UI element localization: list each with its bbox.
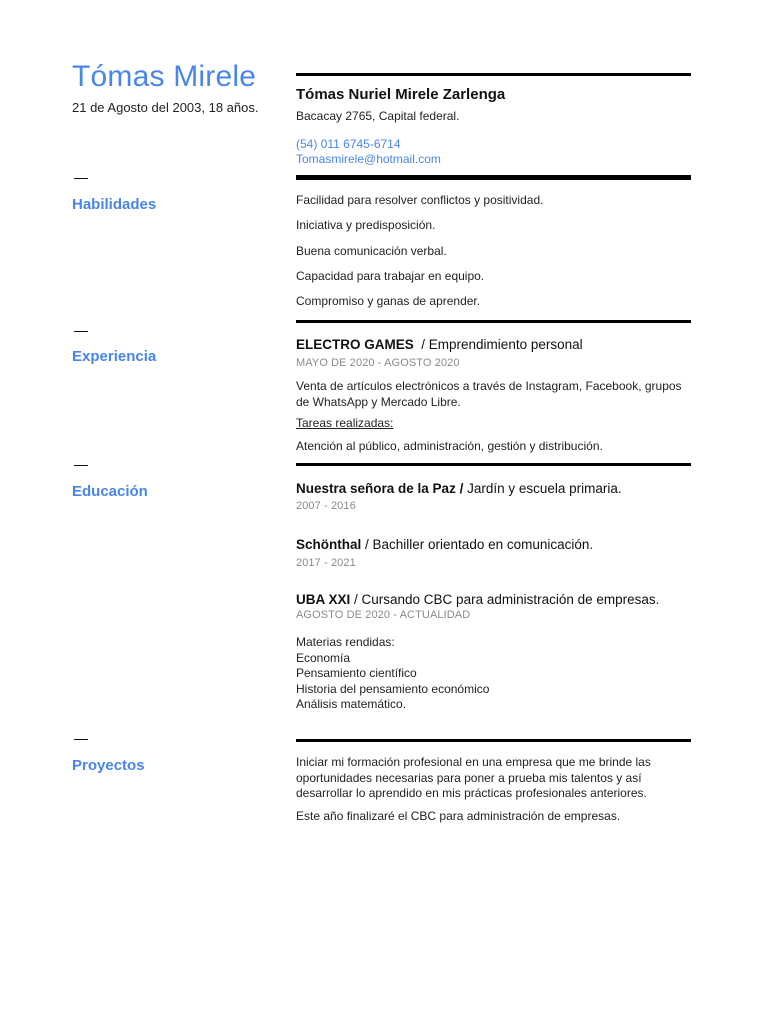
subject-item: Economía [296, 650, 351, 665]
phone-link[interactable]: (54) 011 6745-6714 [296, 137, 401, 151]
school-name: Nuestra señora de la Paz / [296, 481, 464, 496]
section-dash [74, 465, 88, 466]
tasks-label: Tareas realizadas: [296, 416, 394, 430]
email-link[interactable]: Tomasmirele@hotmail.com [296, 152, 441, 166]
divider-top [296, 73, 691, 76]
school-detail: Jardín y escuela primaria. [463, 481, 622, 496]
section-dash [74, 739, 88, 740]
job-role: / Emprendimiento personal [421, 337, 583, 352]
school-detail: / Bachiller orientado en comunicación. [361, 537, 594, 552]
section-title-skills: Habilidades [72, 196, 157, 213]
skill-item: Facilidad para resolver conflictos y positividad. [296, 193, 544, 207]
subject-item: Historia del pensamiento económico [296, 681, 490, 696]
skill-item: Capacidad para trabajar en equipo. [296, 269, 485, 283]
section-dash [74, 178, 88, 179]
education-dates: 2017 - 2021 [296, 557, 356, 569]
birth-date-age: 21 de Agosto del 2003, 18 años. [72, 100, 259, 115]
company-name: ELECTRO GAMES [296, 337, 414, 352]
skill-item: Compromiso y ganas de aprender. [296, 294, 481, 308]
school-detail: / Cursando CBC para administración de empresas. [350, 592, 660, 607]
divider-skills [296, 320, 691, 323]
education-heading [296, 481, 696, 497]
divider-contact [296, 175, 691, 180]
tasks-text: Atención al público, administración, gestión y distribución. [296, 439, 603, 453]
skill-item: Iniciativa y predisposición. [296, 218, 436, 232]
section-title-education: Educación [72, 483, 148, 500]
divider-projects [296, 739, 691, 742]
full-name: Tómas Nuriel Mirele Zarlenga [296, 86, 506, 103]
section-dash [74, 331, 88, 332]
job-description: Venta de artículos electrónicos a través de Instagram, Facebook, grupos de WhatsApp y Mercado Libre. [296, 379, 682, 409]
education-dates: AGOSTO DE 2020 - ACTUALIDAD [296, 609, 471, 621]
school-name: UBA XXI [296, 592, 351, 607]
subjects-label: Materias rendidas: [296, 635, 395, 649]
section-title-projects: Proyectos [72, 757, 145, 774]
projects-paragraph: Este año finalizaré el CBC para administración de empresas. [296, 809, 621, 823]
skill-item: Buena comunicación verbal. [296, 244, 447, 258]
job-dates: MAYO DE 2020 - AGOSTO 2020 [296, 357, 460, 369]
divider-experience [296, 463, 691, 466]
section-title-experience: Experiencia [72, 348, 157, 365]
projects-paragraph: Iniciar mi formación profesional en una empresa que me brinde las oportunidades necesarias para poner a prueba mis talentos y así desarrollar lo aprendido en mis prácticas profesionales anteriores. [296, 755, 651, 800]
subject-item: Análisis matemático. [296, 697, 407, 711]
resume-name: Tómas Mirele [72, 60, 257, 93]
school-name: Schönthal [296, 537, 362, 552]
address: Bacacay 2765, Capital federal. [296, 109, 460, 123]
education-dates: 2007 - 2016 [296, 500, 356, 512]
education-heading [296, 592, 696, 608]
job-heading [296, 337, 696, 353]
subjects-list [296, 635, 696, 713]
subject-item: Pensamiento científico [296, 666, 417, 680]
education-heading [296, 537, 696, 553]
